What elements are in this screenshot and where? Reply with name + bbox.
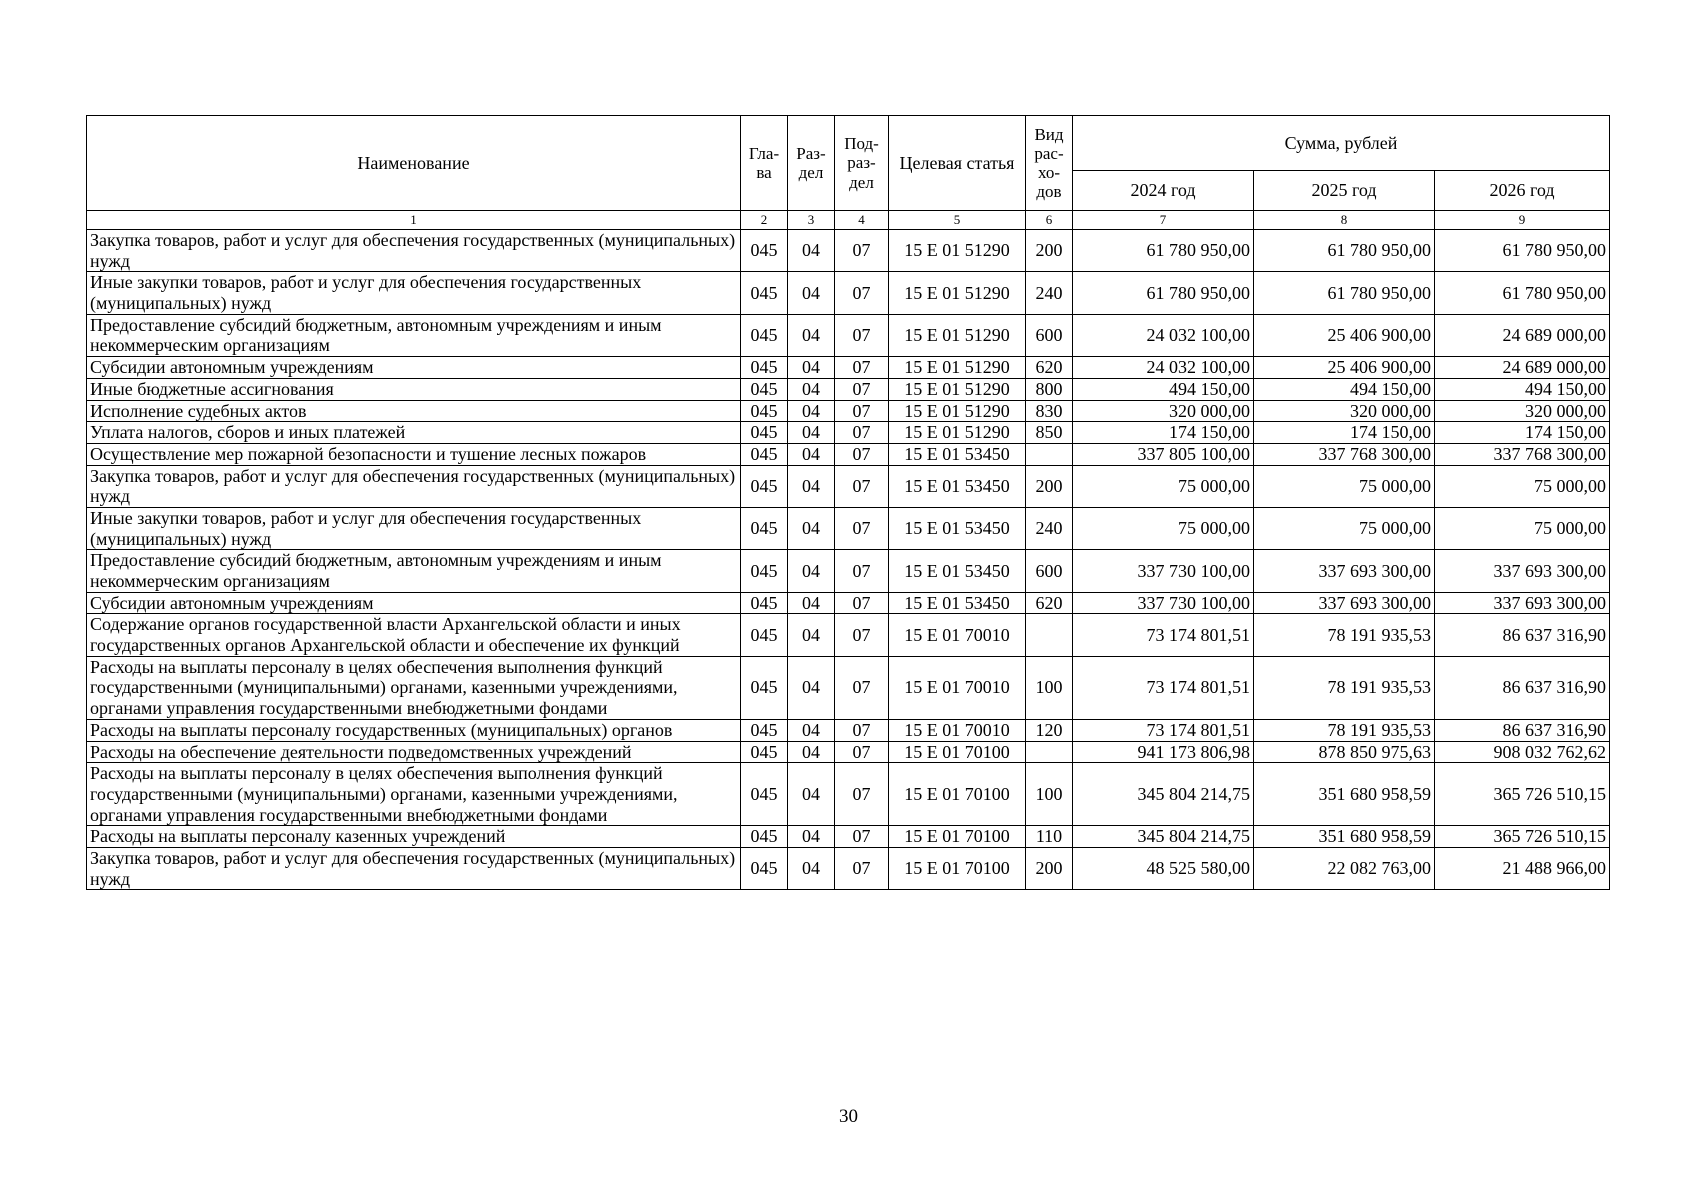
column-number: 8 bbox=[1254, 211, 1435, 230]
row-sum-2026: 365 726 510,15 bbox=[1435, 826, 1610, 848]
row-sum-2026: 24 689 000,00 bbox=[1435, 314, 1610, 356]
row-sum-2024: 61 780 950,00 bbox=[1073, 272, 1254, 314]
row-podrazdel: 07 bbox=[835, 763, 889, 826]
row-sum-2026: 337 693 300,00 bbox=[1435, 592, 1610, 614]
row-sum-2025: 174 150,00 bbox=[1254, 422, 1435, 444]
row-target-article: 15 Е 01 51290 bbox=[889, 357, 1026, 379]
table-row bbox=[87, 357, 1610, 379]
row-sum-2024: 494 150,00 bbox=[1073, 378, 1254, 400]
row-sum-2025: 25 406 900,00 bbox=[1254, 314, 1435, 356]
row-sum-2025: 351 680 958,59 bbox=[1254, 763, 1435, 826]
column-number: 6 bbox=[1026, 211, 1073, 230]
row-target-article: 15 Е 01 51290 bbox=[889, 314, 1026, 356]
row-razdel: 04 bbox=[788, 400, 835, 422]
row-sum-2024: 337 730 100,00 bbox=[1073, 592, 1254, 614]
row-sum-2026: 86 637 316,90 bbox=[1435, 656, 1610, 719]
row-name: Субсидии автономным учреждениям bbox=[87, 357, 741, 379]
row-expense-type: 100 bbox=[1026, 763, 1073, 826]
row-sum-2025: 337 768 300,00 bbox=[1254, 443, 1435, 465]
table-row bbox=[87, 507, 1610, 549]
row-sum-2024: 24 032 100,00 bbox=[1073, 314, 1254, 356]
row-glava: 045 bbox=[741, 272, 788, 314]
row-expense-type: 850 bbox=[1026, 422, 1073, 444]
row-sum-2026: 320 000,00 bbox=[1435, 400, 1610, 422]
row-expense-type: 830 bbox=[1026, 400, 1073, 422]
row-sum-2026: 86 637 316,90 bbox=[1435, 614, 1610, 656]
row-razdel: 04 bbox=[788, 656, 835, 719]
row-podrazdel: 07 bbox=[835, 741, 889, 763]
row-podrazdel: 07 bbox=[835, 614, 889, 656]
row-target-article: 15 Е 01 53450 bbox=[889, 550, 1026, 592]
row-sum-2025: 61 780 950,00 bbox=[1254, 230, 1435, 272]
row-sum-2026: 174 150,00 bbox=[1435, 422, 1610, 444]
row-name: Иные закупки товаров, работ и услуг для обеспечения государственных (муниципальных) нужд bbox=[87, 272, 741, 314]
header-expense-type: Вид рас-хо-дов bbox=[1026, 116, 1073, 211]
row-razdel: 04 bbox=[788, 763, 835, 826]
row-sum-2025: 22 082 763,00 bbox=[1254, 847, 1435, 889]
table-row bbox=[87, 763, 1610, 826]
row-sum-2026: 61 780 950,00 bbox=[1435, 272, 1610, 314]
table-body bbox=[87, 230, 1610, 890]
row-glava: 045 bbox=[741, 314, 788, 356]
row-razdel: 04 bbox=[788, 272, 835, 314]
row-name: Уплата налогов, сборов и иных платежей bbox=[87, 422, 741, 444]
row-sum-2024: 48 525 580,00 bbox=[1073, 847, 1254, 889]
row-sum-2024: 345 804 214,75 bbox=[1073, 826, 1254, 848]
row-name: Иные закупки товаров, работ и услуг для обеспечения государственных (муниципальных) нужд bbox=[87, 507, 741, 549]
row-target-article: 15 Е 01 53450 bbox=[889, 507, 1026, 549]
row-sum-2024: 320 000,00 bbox=[1073, 400, 1254, 422]
row-expense-type: 240 bbox=[1026, 507, 1073, 549]
row-glava: 045 bbox=[741, 422, 788, 444]
row-sum-2025: 351 680 958,59 bbox=[1254, 826, 1435, 848]
row-razdel: 04 bbox=[788, 592, 835, 614]
row-expense-type: 800 bbox=[1026, 378, 1073, 400]
row-razdel: 04 bbox=[788, 550, 835, 592]
row-sum-2025: 78 191 935,53 bbox=[1254, 719, 1435, 741]
row-sum-2026: 337 693 300,00 bbox=[1435, 550, 1610, 592]
row-target-article: 15 Е 01 53450 bbox=[889, 443, 1026, 465]
header-razdel: Раз-дел bbox=[788, 116, 835, 211]
row-podrazdel: 07 bbox=[835, 378, 889, 400]
row-name: Закупка товаров, работ и услуг для обеспечения государственных (муниципальных) нужд bbox=[87, 230, 741, 272]
row-sum-2024: 941 173 806,98 bbox=[1073, 741, 1254, 763]
row-expense-type: 200 bbox=[1026, 230, 1073, 272]
row-razdel: 04 bbox=[788, 422, 835, 444]
row-podrazdel: 07 bbox=[835, 550, 889, 592]
row-target-article: 15 Е 01 70100 bbox=[889, 763, 1026, 826]
table-row bbox=[87, 847, 1610, 889]
row-glava: 045 bbox=[741, 614, 788, 656]
row-sum-2024: 75 000,00 bbox=[1073, 507, 1254, 549]
row-expense-type bbox=[1026, 443, 1073, 465]
row-name: Закупка товаров, работ и услуг для обеспечения государственных (муниципальных) нужд bbox=[87, 847, 741, 889]
row-sum-2026: 908 032 762,62 bbox=[1435, 741, 1610, 763]
row-sum-2024: 337 805 100,00 bbox=[1073, 443, 1254, 465]
row-razdel: 04 bbox=[788, 378, 835, 400]
row-sum-2026: 365 726 510,15 bbox=[1435, 763, 1610, 826]
row-name: Иные бюджетные ассигнования bbox=[87, 378, 741, 400]
row-razdel: 04 bbox=[788, 443, 835, 465]
row-glava: 045 bbox=[741, 465, 788, 507]
row-glava: 045 bbox=[741, 230, 788, 272]
row-target-article: 15 Е 01 70010 bbox=[889, 719, 1026, 741]
row-podrazdel: 07 bbox=[835, 443, 889, 465]
row-name: Содержание органов государственной власти Архангельской области и иных государственных органов Архангельской области и обеспечение их функций bbox=[87, 614, 741, 656]
table-row bbox=[87, 443, 1610, 465]
table-row bbox=[87, 272, 1610, 314]
row-glava: 045 bbox=[741, 592, 788, 614]
row-glava: 045 bbox=[741, 378, 788, 400]
header-target-article: Целевая статья bbox=[889, 116, 1026, 211]
row-expense-type: 200 bbox=[1026, 465, 1073, 507]
row-podrazdel: 07 bbox=[835, 826, 889, 848]
row-target-article: 15 Е 01 70010 bbox=[889, 656, 1026, 719]
table-row bbox=[87, 719, 1610, 741]
column-number: 1 bbox=[87, 211, 741, 230]
page-number: 30 bbox=[839, 1106, 858, 1127]
row-target-article: 15 Е 01 70010 bbox=[889, 614, 1026, 656]
row-sum-2024: 174 150,00 bbox=[1073, 422, 1254, 444]
row-podrazdel: 07 bbox=[835, 507, 889, 549]
row-razdel: 04 bbox=[788, 826, 835, 848]
row-glava: 045 bbox=[741, 550, 788, 592]
row-sum-2025: 337 693 300,00 bbox=[1254, 550, 1435, 592]
row-razdel: 04 bbox=[788, 741, 835, 763]
row-glava: 045 bbox=[741, 763, 788, 826]
row-expense-type: 620 bbox=[1026, 357, 1073, 379]
row-target-article: 15 Е 01 51290 bbox=[889, 272, 1026, 314]
row-target-article: 15 Е 01 51290 bbox=[889, 230, 1026, 272]
header-year-2025: 2025 год bbox=[1254, 171, 1435, 211]
row-target-article: 15 Е 01 51290 bbox=[889, 422, 1026, 444]
column-number: 2 bbox=[741, 211, 788, 230]
row-razdel: 04 bbox=[788, 465, 835, 507]
row-podrazdel: 07 bbox=[835, 230, 889, 272]
table-row bbox=[87, 614, 1610, 656]
row-sum-2025: 878 850 975,63 bbox=[1254, 741, 1435, 763]
row-sum-2026: 337 768 300,00 bbox=[1435, 443, 1610, 465]
row-razdel: 04 bbox=[788, 847, 835, 889]
row-expense-type: 200 bbox=[1026, 847, 1073, 889]
row-razdel: 04 bbox=[788, 314, 835, 356]
row-sum-2026: 86 637 316,90 bbox=[1435, 719, 1610, 741]
header-name: Наименование bbox=[87, 116, 741, 211]
table-row bbox=[87, 230, 1610, 272]
row-name: Расходы на обеспечение деятельности подведомственных учреждений bbox=[87, 741, 741, 763]
table-row bbox=[87, 656, 1610, 719]
row-sum-2026: 21 488 966,00 bbox=[1435, 847, 1610, 889]
row-expense-type bbox=[1026, 741, 1073, 763]
row-expense-type bbox=[1026, 614, 1073, 656]
row-podrazdel: 07 bbox=[835, 656, 889, 719]
row-sum-2026: 75 000,00 bbox=[1435, 507, 1610, 549]
header-year-2026: 2026 год bbox=[1435, 171, 1610, 211]
row-expense-type: 100 bbox=[1026, 656, 1073, 719]
row-sum-2025: 78 191 935,53 bbox=[1254, 656, 1435, 719]
row-target-article: 15 Е 01 70100 bbox=[889, 741, 1026, 763]
row-name: Расходы на выплаты персоналу казенных учреждений bbox=[87, 826, 741, 848]
row-expense-type: 600 bbox=[1026, 550, 1073, 592]
table-row bbox=[87, 465, 1610, 507]
row-target-article: 15 Е 01 70100 bbox=[889, 847, 1026, 889]
row-name: Субсидии автономным учреждениям bbox=[87, 592, 741, 614]
row-name: Предоставление субсидий бюджетным, автономным учреждениям и иным некоммерческим организациям bbox=[87, 550, 741, 592]
row-podrazdel: 07 bbox=[835, 465, 889, 507]
row-razdel: 04 bbox=[788, 230, 835, 272]
row-podrazdel: 07 bbox=[835, 422, 889, 444]
table-row bbox=[87, 826, 1610, 848]
row-sum-2024: 73 174 801,51 bbox=[1073, 656, 1254, 719]
row-sum-2024: 24 032 100,00 bbox=[1073, 357, 1254, 379]
row-name: Предоставление субсидий бюджетным, автономным учреждениям и иным некоммерческим организациям bbox=[87, 314, 741, 356]
budget-table bbox=[86, 115, 1610, 890]
row-sum-2025: 320 000,00 bbox=[1254, 400, 1435, 422]
row-expense-type: 110 bbox=[1026, 826, 1073, 848]
row-sum-2024: 73 174 801,51 bbox=[1073, 614, 1254, 656]
column-number: 5 bbox=[889, 211, 1026, 230]
row-name: Исполнение судебных актов bbox=[87, 400, 741, 422]
table-row bbox=[87, 314, 1610, 356]
row-razdel: 04 bbox=[788, 507, 835, 549]
row-podrazdel: 07 bbox=[835, 400, 889, 422]
row-razdel: 04 bbox=[788, 719, 835, 741]
row-expense-type: 240 bbox=[1026, 272, 1073, 314]
column-number-row bbox=[87, 211, 1610, 230]
header-glava: Гла-ва bbox=[741, 116, 788, 211]
row-podrazdel: 07 bbox=[835, 272, 889, 314]
row-sum-2024: 337 730 100,00 bbox=[1073, 550, 1254, 592]
row-expense-type: 120 bbox=[1026, 719, 1073, 741]
row-podrazdel: 07 bbox=[835, 847, 889, 889]
table-row bbox=[87, 378, 1610, 400]
header-podrazdel: Под-раз-дел bbox=[835, 116, 889, 211]
row-razdel: 04 bbox=[788, 614, 835, 656]
row-glava: 045 bbox=[741, 826, 788, 848]
row-sum-2025: 75 000,00 bbox=[1254, 465, 1435, 507]
row-target-article: 15 Е 01 53450 bbox=[889, 592, 1026, 614]
row-podrazdel: 07 bbox=[835, 357, 889, 379]
row-sum-2024: 61 780 950,00 bbox=[1073, 230, 1254, 272]
header-year-2024: 2024 год bbox=[1073, 171, 1254, 211]
row-sum-2026: 61 780 950,00 bbox=[1435, 230, 1610, 272]
row-sum-2024: 75 000,00 bbox=[1073, 465, 1254, 507]
row-sum-2026: 494 150,00 bbox=[1435, 378, 1610, 400]
row-name: Расходы на выплаты персоналу государственных (муниципальных) органов bbox=[87, 719, 741, 741]
row-expense-type: 620 bbox=[1026, 592, 1073, 614]
header-sum: Сумма, рублей bbox=[1073, 116, 1610, 171]
row-target-article: 15 Е 01 53450 bbox=[889, 465, 1026, 507]
column-number: 9 bbox=[1435, 211, 1610, 230]
column-number: 3 bbox=[788, 211, 835, 230]
row-glava: 045 bbox=[741, 400, 788, 422]
row-sum-2025: 494 150,00 bbox=[1254, 378, 1435, 400]
row-target-article: 15 Е 01 51290 bbox=[889, 400, 1026, 422]
table-row bbox=[87, 422, 1610, 444]
row-sum-2025: 337 693 300,00 bbox=[1254, 592, 1435, 614]
row-sum-2024: 345 804 214,75 bbox=[1073, 763, 1254, 826]
row-podrazdel: 07 bbox=[835, 719, 889, 741]
row-glava: 045 bbox=[741, 719, 788, 741]
row-sum-2025: 25 406 900,00 bbox=[1254, 357, 1435, 379]
row-glava: 045 bbox=[741, 741, 788, 763]
row-sum-2026: 24 689 000,00 bbox=[1435, 357, 1610, 379]
table-row bbox=[87, 550, 1610, 592]
row-glava: 045 bbox=[741, 357, 788, 379]
row-name: Расходы на выплаты персоналу в целях обеспечения выполнения функций государственными (муниципальными) органами, казенными учреждениями, органами управления государственными внебюджетными фондами bbox=[87, 763, 741, 826]
row-glava: 045 bbox=[741, 443, 788, 465]
row-name: Осуществление мер пожарной безопасности и тушение лесных пожаров bbox=[87, 443, 741, 465]
row-glava: 045 bbox=[741, 507, 788, 549]
row-sum-2025: 61 780 950,00 bbox=[1254, 272, 1435, 314]
row-name: Закупка товаров, работ и услуг для обеспечения государственных (муниципальных) нужд bbox=[87, 465, 741, 507]
row-name: Расходы на выплаты персоналу в целях обеспечения выполнения функций государственными (муниципальными) органами, казенными учреждениями, органами управления государственными внебюджетными фондами bbox=[87, 656, 741, 719]
row-razdel: 04 bbox=[788, 357, 835, 379]
row-podrazdel: 07 bbox=[835, 592, 889, 614]
row-podrazdel: 07 bbox=[835, 314, 889, 356]
row-expense-type: 600 bbox=[1026, 314, 1073, 356]
row-target-article: 15 Е 01 70100 bbox=[889, 826, 1026, 848]
row-glava: 045 bbox=[741, 847, 788, 889]
row-sum-2025: 78 191 935,53 bbox=[1254, 614, 1435, 656]
row-glava: 045 bbox=[741, 656, 788, 719]
table-row bbox=[87, 592, 1610, 614]
column-number: 7 bbox=[1073, 211, 1254, 230]
column-number: 4 bbox=[835, 211, 889, 230]
row-target-article: 15 Е 01 51290 bbox=[889, 378, 1026, 400]
table-row bbox=[87, 741, 1610, 763]
row-sum-2026: 75 000,00 bbox=[1435, 465, 1610, 507]
row-sum-2025: 75 000,00 bbox=[1254, 507, 1435, 549]
table-row bbox=[87, 400, 1610, 422]
row-sum-2024: 73 174 801,51 bbox=[1073, 719, 1254, 741]
